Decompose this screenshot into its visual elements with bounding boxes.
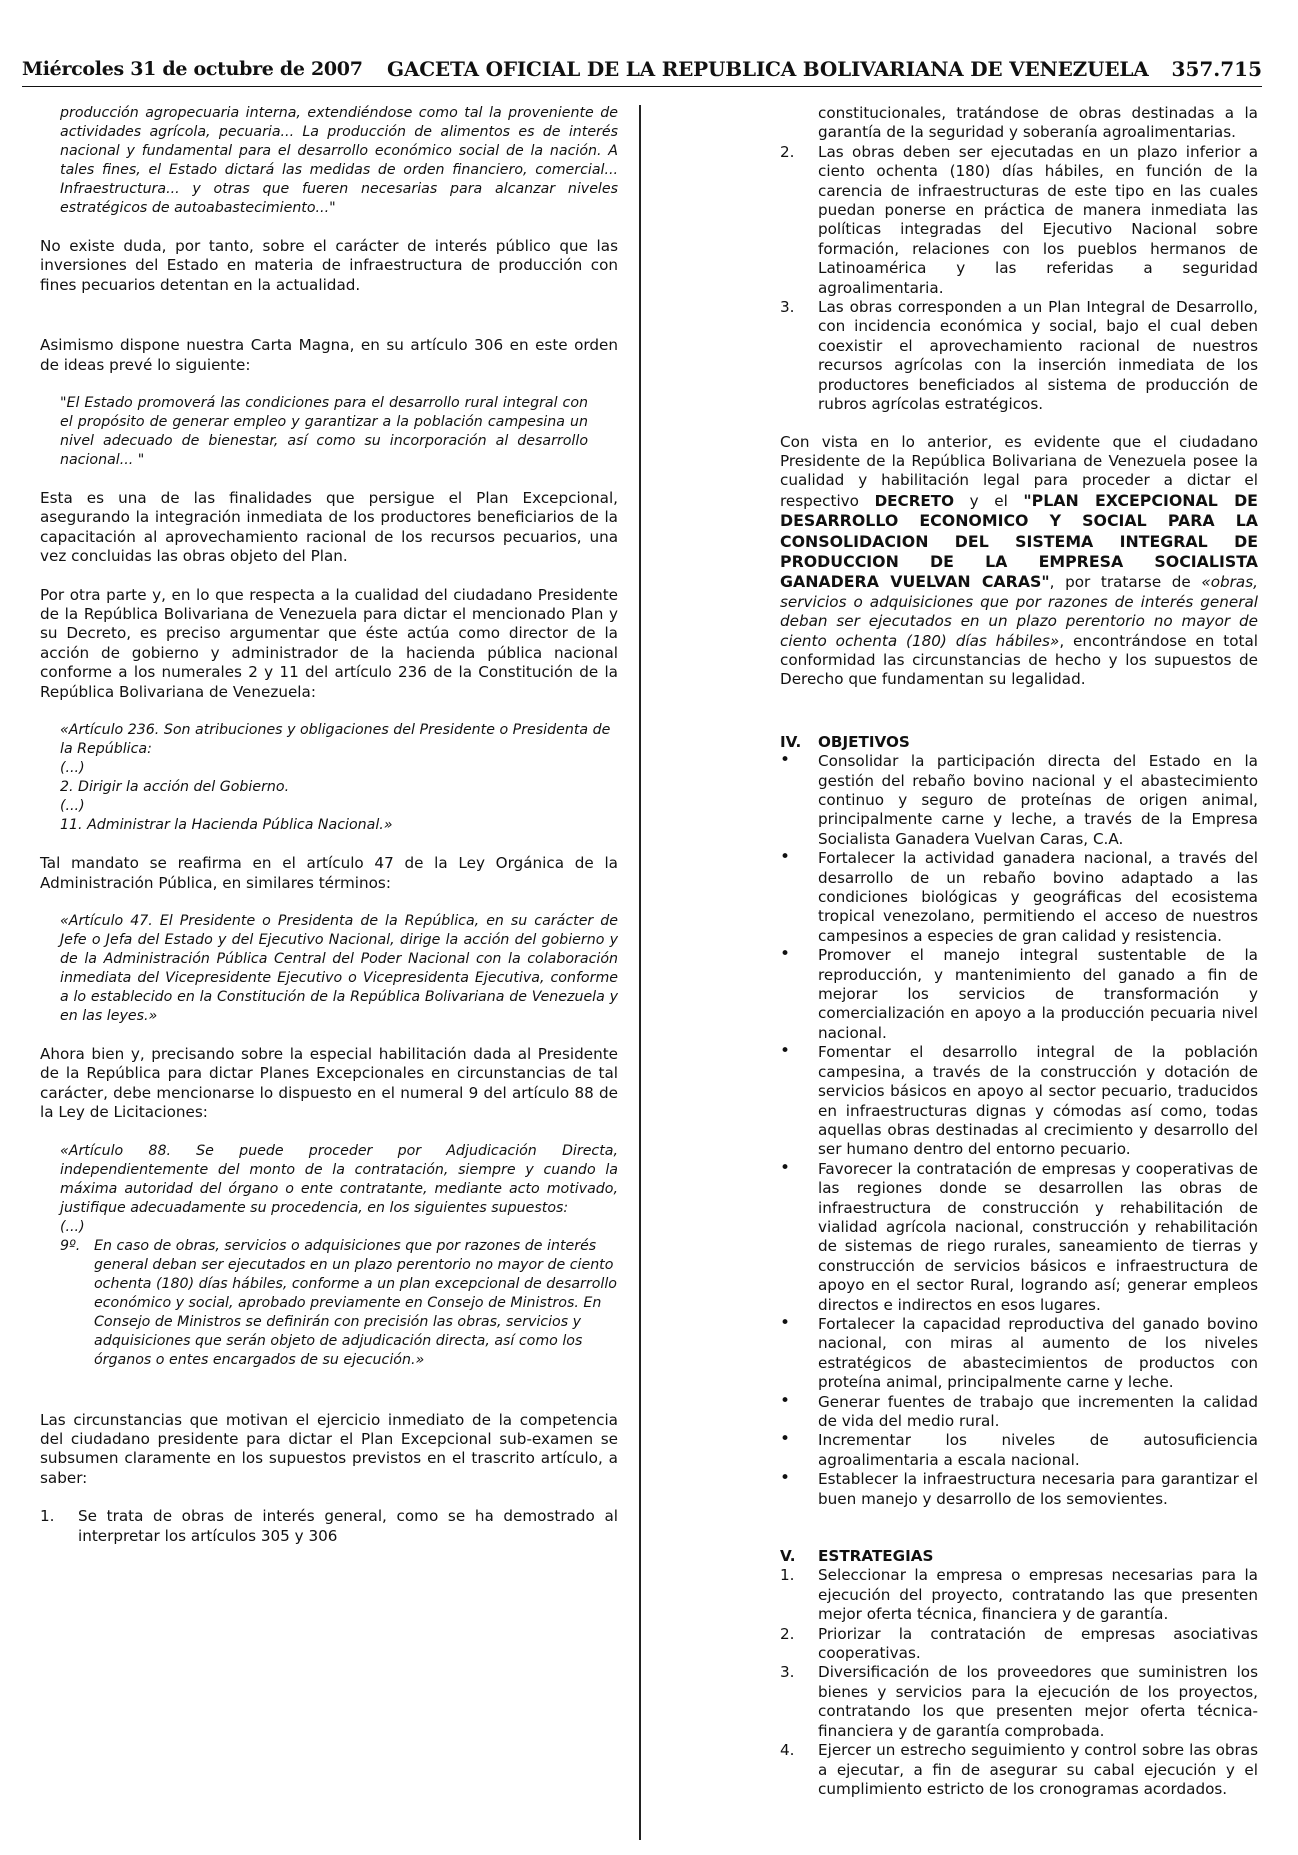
item-text: Se trata de obras de interés general, como se ha demostrado al interpretar los artículos 305 y 306 bbox=[78, 1507, 618, 1545]
header-date: Miércoles 31 de octubre de 2007 bbox=[22, 58, 363, 80]
paragraph: No existe duda, por tanto, sobre el carácter de interés público que las inversiones del Estado en materia de infraestructura de producción con fines pecuarios detentan en la actualidad. bbox=[40, 237, 618, 294]
list-item bbox=[780, 946, 1258, 1043]
quote-intro: «Artículo 88. Se puede proceder por Adjudicación Directa, independientemente del monto de la contratación, siempre y cuando la máxima autoridad del órgano o ente contratante, mediante acto motivado, justifique adecuadamente su procedencia, en los siguientes supuestos: bbox=[60, 1142, 618, 1216]
left-column bbox=[40, 104, 618, 1564]
spacer bbox=[780, 709, 1258, 733]
quote-line: 2. Dirigir la acción del Gobierno. bbox=[60, 779, 290, 796]
quote-line: (...) bbox=[60, 798, 85, 815]
item-text: Las obras deben ser ejecutadas en un plazo inferior a ciento ochenta (180) días hábiles, en función de la carencia de infraestructuras de este tipo en las cuales puedan ponerse en práctica de manera inmediata las políticas integradas del Ejecutivo Nacional sobre formación, relaciones con los pueblos hermanos de Latinoamérica y las referidas a seguridad agroalimentaria. bbox=[818, 142, 1258, 297]
quote-line: 11. Administrar la Hacienda Pública Nacional.» bbox=[60, 817, 393, 834]
estrategias-list bbox=[780, 1566, 1258, 1799]
quote-line: (...) bbox=[60, 760, 85, 777]
item-text: constitucionales, tratándose de obras destinadas a la garantía de la seguridad y soberanía agroalimentarias. bbox=[818, 104, 1258, 142]
quote-article-47: «Artículo 47. El Presidente o Presidenta de la República, en su carácter de Jefe o Jefa del Estado y del Ejecutivo Nacional, dirige la acción del gobierno y de la Administración Pública Central del Poder Nacional con la colaboración inmediata del Vicepresidente Ejecutivo o Vicepresidenta Ejecutiva, conforme a lo establecido en la Constitución de la República Bolivariana de Venezuela y en las leyes.» bbox=[60, 912, 618, 1024]
item-text: Incrementar los niveles de autosuficiencia agroalimentaria a escala nacional. bbox=[818, 1431, 1258, 1469]
page-header bbox=[22, 56, 1262, 87]
item-number: 1. bbox=[40, 1507, 55, 1526]
list-item bbox=[780, 143, 1258, 298]
item-number: 2. bbox=[780, 142, 795, 161]
paragraph: Ahora bien y, precisando sobre la especial habilitación dada al Presidente de la República para dictar Planes Excepcionales en circunstancias de tal carácter, debe mencionarse lo dispuesto en el numeral 9 del artículo 88 de la Ley de Licitaciones: bbox=[40, 1044, 618, 1122]
header-page-number: 357.715 bbox=[1171, 57, 1262, 81]
item-text: Las obras corresponden a un Plan Integral de Desarrollo, con incidencia económica y social, bajo el cual deben coexistir el aprovechamiento racional de nuestros recursos agrícolas con la inserción inmediata de los productores beneficiados al sistema de producción de rubros agrícolas estratégicos. bbox=[818, 298, 1258, 414]
quoted-clause: «obras, servicios o adquisiciones que por razones de interés general deban ser ejecutados en un plazo perentorio no mayor de ciento ochenta (180) días hábiles» bbox=[780, 573, 1258, 650]
list-item bbox=[780, 1741, 1258, 1799]
item-text: Consolidar la participación directa del Estado en la gestión del rebaño bovino nacional y el abastecimiento continuo y seguro de proteínas de origen animal, principalmente carne y leche, a través de la Empresa Socialista Ganadera Vuelvan Caras, C.A. bbox=[818, 752, 1258, 848]
list-item bbox=[780, 298, 1258, 414]
list-item bbox=[780, 1566, 1258, 1624]
section-heading-estrategias bbox=[780, 1547, 1258, 1566]
column-divider bbox=[639, 105, 641, 1840]
item-number: 4. bbox=[780, 1741, 795, 1760]
text-run: , por tratarse de bbox=[1049, 573, 1202, 592]
objetivos-list bbox=[780, 752, 1258, 1509]
bullet-icon: • bbox=[780, 1468, 791, 1489]
bullet-icon: • bbox=[780, 847, 791, 868]
right-column bbox=[780, 104, 1258, 1817]
item-text: Fomentar el desarrollo integral de la población campesina, a través de la construcción y dotación de servicios básicos en apoyo al sector pecuario, traducidos en infraestructuras dignas y cómodas así como, todas aquellas obras destinadas al crecimiento y desarrollo del ser humano dentro del entorno pecuario. bbox=[818, 1043, 1258, 1159]
item-number: 9º. bbox=[60, 1237, 81, 1254]
list-item bbox=[780, 1470, 1258, 1509]
item-text: Seleccionar la empresa o empresas necesarias para la ejecución del proyecto, contratando las que presenten mejor oferta técnica, financiera y de garantía. bbox=[818, 1566, 1258, 1624]
item-text: Generar fuentes de trabajo que incrementen la calidad de vida del medio rural. bbox=[818, 1392, 1258, 1430]
item-number: 3. bbox=[780, 298, 795, 317]
bullet-icon: • bbox=[780, 1390, 791, 1411]
item-number: 1. bbox=[780, 1566, 795, 1585]
spacer bbox=[780, 1527, 1258, 1547]
item-text: Fortalecer la capacidad reproductiva del ganado bovino nacional, con miras al aumento de los niveles estratégicos de abastecimientos de productos con proteína animal, principalmente carne y leche. bbox=[818, 1314, 1258, 1392]
bullet-icon: • bbox=[780, 1429, 791, 1450]
conclusion-paragraph bbox=[780, 433, 1258, 690]
spacer bbox=[40, 314, 618, 336]
list-item bbox=[780, 849, 1258, 946]
item-text: Ejercer un estrecho seguimiento y control sobre las obras a ejecutar, a fin de asegurar su cabal ejecución y el cumplimiento estricto de los cronogramas acordados. bbox=[818, 1741, 1258, 1798]
list-item bbox=[780, 752, 1258, 849]
list-item bbox=[780, 1390, 1258, 1432]
list-item-continuation bbox=[780, 104, 1258, 143]
item-text: Fortalecer la actividad ganadera nacional, a través del desarrollo de un rebaño bovino adaptado a las condiciones biológicas y geográficas del ecosistema tropical venezolano, permitiendo el acceso de nuestros campesinos a especies de gran calidad y resistencia. bbox=[818, 849, 1258, 945]
item-text: En caso de obras, servicios o adquisiciones que por razones de interés general deban ser ejecutados en un plazo perentorio no mayor de ciento ochenta (180) días hábiles, conforme a un plan excepcional de desarrollo económico y social, aprobado previamente en Consejo de Ministros. En Consejo de Ministros se definirán con precisión las obras, servicios y adquisiciones que serán objeto de adjudicación directa, así como los órganos o entes encargados de su ejecución.» bbox=[94, 1237, 617, 1368]
bullet-icon: • bbox=[780, 750, 791, 771]
spacer bbox=[40, 1389, 618, 1411]
bullet-icon: • bbox=[780, 1157, 791, 1178]
item-text: Diversificación de los proveedores que suministren los bienes y servicios para la ejecución de los proyectos, contratando los que presenten mejor oferta técnica-financiera y de garantía comprobada. bbox=[818, 1663, 1258, 1740]
item-text: Promover el manejo integral sustentable de la reproducción, y mantenimiento del ganado a fin de mejorar los servicios de transformación y comercialización en apoyo a la producción pecuaria nivel nacional. bbox=[818, 946, 1258, 1042]
section-number: V. bbox=[780, 1547, 796, 1566]
item-number: 2. bbox=[780, 1624, 795, 1643]
list-item bbox=[40, 1507, 618, 1546]
quote-numbered-item bbox=[60, 1237, 618, 1370]
bullet-icon: • bbox=[780, 944, 791, 965]
list-item bbox=[780, 1043, 1258, 1159]
item-number: 3. bbox=[780, 1663, 795, 1682]
section-title: ESTRATEGIAS bbox=[818, 1547, 934, 1566]
decree-label: DECRETO bbox=[874, 491, 955, 510]
quote-article-88 bbox=[60, 1142, 618, 1370]
item-text: Establecer la infraestructura necesaria para garantizar el buen manejo y desarrollo de los semovientes. bbox=[818, 1470, 1258, 1508]
bullet-icon: • bbox=[780, 1312, 791, 1333]
paragraph: Asimismo dispone nuestra Carta Magna, en su artículo 306 en este orden de ideas prevé lo siguiente: bbox=[40, 336, 618, 374]
circumstances-list bbox=[40, 1507, 618, 1546]
quote-line: «Artículo 236. Son atribuciones y obligaciones del Presidente o Presidenta de la República: bbox=[60, 722, 611, 758]
paragraph: Por otra parte y, en lo que respecta a la cualidad del ciudadano Presidente de la República Bolivariana de Venezuela para dictar el mencionado Plan y su Decreto, es preciso argumentar que éste actúa como director de la acción de gobierno y administrador de la hacienda pública nacional conforme a los numerales 2 y 11 del artículo 236 de la Constitución de la República Bolivariana de Venezuela: bbox=[40, 585, 618, 701]
text-run: y el bbox=[954, 491, 1024, 510]
quote-continuation: producción agropecuaria interna, extendiéndose como tal la proveniente de actividades agrícola, pecuaria... La producción de alimentos es de interés nacional y fundamental para el desarrollo económico social de la nación. A tales fines, el Estado dictará las medidas de orden financiero, comercial... Infraestructura... y otras que fueren necesarias para alcanzar niveles estratégicos de autoabastecimiento..." bbox=[60, 105, 618, 216]
text-run: Con vista en lo anterior, es evidente que el ciudadano Presidente de la República Bolivariana de Venezuela posee la cualidad y habilitación legal para proceder a dictar el respectivo bbox=[780, 432, 1258, 510]
spacer bbox=[780, 415, 1258, 433]
paragraph: Esta es una de las finalidades que persigue el Plan Excepcional, asegurando la integración inmediata de los productores beneficiarios de la capacitación al aprovechamiento racional de los recursos pecuarios, una vez concluidas las obras objeto del Plan. bbox=[40, 489, 618, 566]
quote-article-306: "El Estado promoverá las condiciones para el desarrollo rural integral con el propósito de generar empleo y garantizar a la población campesina un nivel adecuado de bienestar, así como su incorporación al desarrollo nacional... " bbox=[60, 395, 588, 469]
section-heading-objetivos bbox=[780, 733, 1258, 752]
item-text: Favorecer la contratación de empresas y cooperativas de las regiones donde se desarrollen las obras de infraestructura de construcción y rehabilitación de vialidad agrícola nacional, construcción y rehabilitación de sistemas de riego rurales, saneamiento de tierras y construcción de servicios básicos e infraestructura de apoyo en el sector Rural, logrando así; generar empleos directos e indirectos en esos lugares. bbox=[818, 1159, 1258, 1314]
list-item bbox=[780, 1663, 1258, 1741]
plan-title: "PLAN EXCEPCIONAL DE DESARROLLO ECONOMICO Y SOCIAL PARA LA CONSOLIDACION DEL SISTEMA INTEGRAL DE PRODUCCION DE LA EMPRESA SOCIALISTA GANADERA VUELVAN CARAS" bbox=[780, 490, 1258, 592]
list-item bbox=[780, 1625, 1258, 1664]
header-title: GACETA OFICIAL DE LA REPUBLICA BOLIVARIANA DE VENEZUELA bbox=[387, 57, 1149, 81]
bullet-icon: • bbox=[780, 1041, 791, 1062]
text-run: , encontrándose en total conformidad las circunstancias de hecho y los supuestos de Derecho que fundamentan su legalidad. bbox=[780, 631, 1258, 689]
list-item bbox=[780, 1431, 1258, 1470]
list-item bbox=[780, 1157, 1258, 1315]
paragraph: Tal mandato se reafirma en el artículo 47 de la Ley Orgánica de la Administración Pública, en similares términos: bbox=[40, 854, 618, 892]
paragraph: Las circunstancias que motivan el ejercicio inmediato de la competencia del ciudadano presidente para dictar el Plan Excepcional sub-examen se subsumen claramente en los supuestos previstos en el trascrito artículo, a saber: bbox=[40, 1410, 618, 1487]
section-number: IV. bbox=[780, 732, 802, 751]
quote-article-236 bbox=[60, 721, 618, 835]
circumstances-list-continued bbox=[780, 104, 1258, 415]
section-title: OBJETIVOS bbox=[818, 732, 910, 751]
list-item bbox=[780, 1312, 1258, 1393]
item-text: Priorizar la contratación de empresas asociativas cooperativas. bbox=[818, 1624, 1258, 1663]
quote-line: (...) bbox=[60, 1218, 85, 1235]
